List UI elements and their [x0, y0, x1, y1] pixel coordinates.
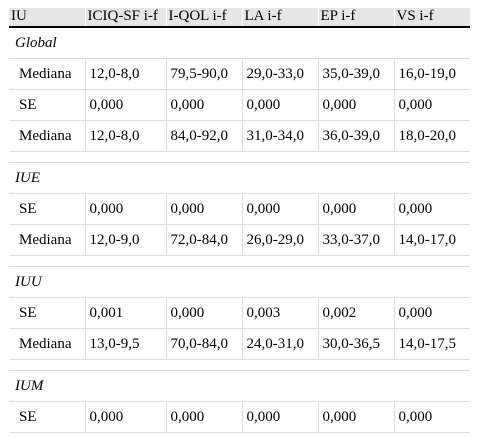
table-cell: 0,000 — [242, 194, 318, 225]
header-row — [9, 8, 470, 27]
table-cell: 0,000 — [394, 90, 470, 121]
row-label: SE — [9, 90, 85, 121]
table-cell: 24,0-31,0 — [242, 329, 318, 360]
group-separator — [9, 152, 470, 163]
table-cell: 18,0-20,0 — [394, 121, 470, 152]
group-separator — [9, 256, 470, 267]
row-label: Mediana — [9, 225, 85, 256]
row-label: SE — [9, 298, 85, 329]
table-cell: 79,5-90,0 — [166, 59, 242, 90]
table-cell: 0,000 — [318, 90, 394, 121]
table-cell: 0,001 — [85, 298, 166, 329]
table-cell: 0,003 — [242, 298, 318, 329]
table-cell: 0,000 — [242, 90, 318, 121]
table-cell: 0,002 — [318, 298, 394, 329]
table-cell: 0,000 — [85, 194, 166, 225]
header-cell-vs: VS i-f — [394, 8, 470, 27]
table-cell: 0,000 — [242, 402, 318, 433]
group-row — [9, 163, 470, 194]
group-label: IUU — [9, 267, 470, 298]
table-cell: 12,0-8,0 — [85, 121, 166, 152]
table-cell: 29,0-33,0 — [242, 59, 318, 90]
table-cell: 0,000 — [166, 90, 242, 121]
table-cell: 14,0-17,0 — [394, 225, 470, 256]
table-row — [9, 59, 470, 90]
table-cell: 0,000 — [166, 194, 242, 225]
table-cell: 0,000 — [394, 402, 470, 433]
table-cell: 31,0-34,0 — [242, 121, 318, 152]
table-cell: 0,000 — [166, 298, 242, 329]
table-cell: 0,000 — [394, 298, 470, 329]
table-cell: 26,0-29,0 — [242, 225, 318, 256]
table-row — [9, 329, 470, 360]
group-row — [9, 371, 470, 402]
header-cell-la: LA i-f — [242, 8, 318, 27]
table-cell: 0,000 — [318, 402, 394, 433]
table-cell: 36,0-39,0 — [318, 121, 394, 152]
row-label: Mediana — [9, 59, 85, 90]
row-label: SE — [9, 194, 85, 225]
table-cell: 70,0-84,0 — [166, 329, 242, 360]
table-cell: 30,0-36,5 — [318, 329, 394, 360]
row-label: SE — [9, 402, 85, 433]
table-cell: 35,0-39,0 — [318, 59, 394, 90]
header-cell-iu: IU — [9, 8, 85, 27]
header-cell-iciq-sf: ICIQ-SF i-f — [85, 8, 166, 27]
table-cell: 33,0-37,0 — [318, 225, 394, 256]
table-row — [9, 225, 470, 256]
table-cell: 84,0-92,0 — [166, 121, 242, 152]
table-cell: 0,000 — [318, 194, 394, 225]
table-cell: 12,0-8,0 — [85, 59, 166, 90]
table-cell: 0,000 — [85, 90, 166, 121]
table-row — [9, 402, 470, 433]
table-cell: 0,000 — [85, 402, 166, 433]
table-cell: 16,0-19,0 — [394, 59, 470, 90]
group-separator — [9, 360, 470, 371]
table-row — [9, 90, 470, 121]
group-row — [9, 267, 470, 298]
group-label: IUE — [9, 163, 470, 194]
row-label: Mediana — [9, 329, 85, 360]
group-label: IUM — [9, 371, 470, 402]
results-table — [9, 8, 470, 433]
group-label: Global — [9, 27, 470, 59]
table-cell: 14,0-17,5 — [394, 329, 470, 360]
table-cell: 0,000 — [166, 402, 242, 433]
table-cell: 13,0-9,5 — [85, 329, 166, 360]
header-cell-ep: EP i-f — [318, 8, 394, 27]
row-label: Mediana — [9, 121, 85, 152]
table-cell: 0,000 — [394, 194, 470, 225]
group-row — [9, 27, 470, 59]
table-row — [9, 194, 470, 225]
table-row — [9, 298, 470, 329]
table-cell: 72,0-84,0 — [166, 225, 242, 256]
table-row — [9, 121, 470, 152]
header-cell-i-qol: I-QOL i-f — [166, 8, 242, 27]
table-cell: 12,0-9,0 — [85, 225, 166, 256]
